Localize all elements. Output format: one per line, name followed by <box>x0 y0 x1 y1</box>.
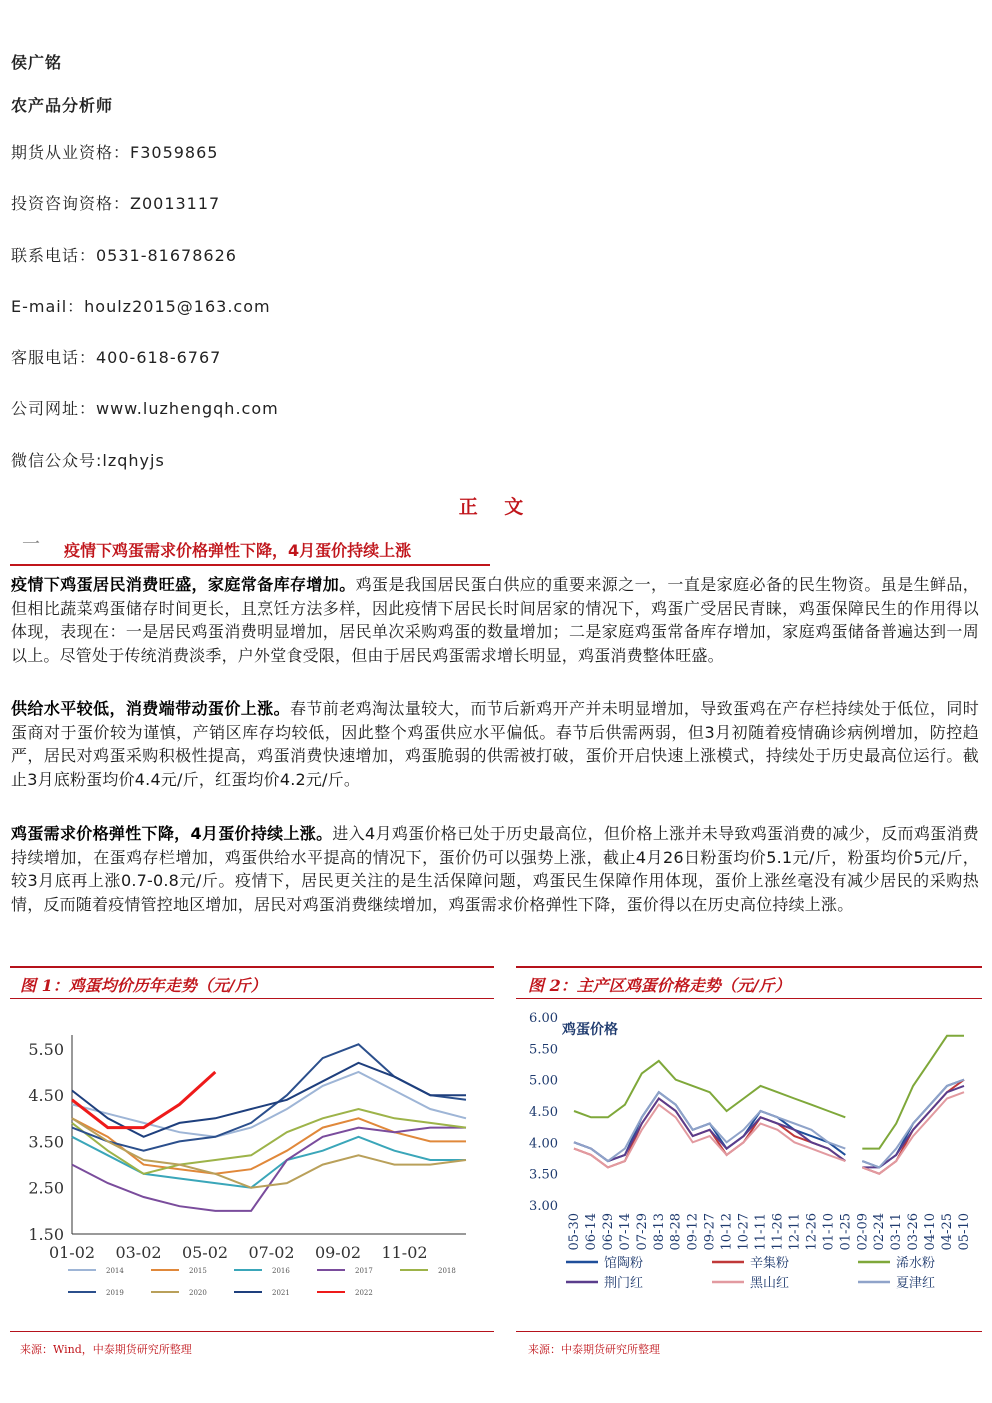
legend-label: 2015 <box>189 1267 207 1275</box>
legend-label: 2018 <box>438 1267 456 1275</box>
x-tick-label: 06-29 <box>600 1213 616 1251</box>
x-tick-label: 11-26 <box>770 1213 786 1251</box>
service-phone: 客服电话：400-618-6767 <box>11 348 222 367</box>
x-tick-label: 12-26 <box>804 1213 820 1251</box>
paragraph-3 <box>11 822 979 916</box>
legend-label: 2019 <box>106 1289 124 1297</box>
series-line <box>574 1099 845 1162</box>
x-tick-label: 11-02 <box>381 1243 428 1262</box>
x-tick-label: 10-12 <box>719 1213 735 1251</box>
legend-label: 2016 <box>272 1267 290 1275</box>
x-tick-label: 03-11 <box>889 1213 905 1251</box>
x-tick-label: 12-11 <box>787 1213 803 1251</box>
x-tick-label: 05-30 <box>567 1213 582 1251</box>
x-tick-label: 07-29 <box>634 1213 650 1251</box>
paragraph-lead: 供给水平较低，消费端带动蛋价上涨。 <box>11 699 290 718</box>
x-tick-label: 01-10 <box>821 1213 837 1251</box>
x-tick-label: 05-10 <box>957 1213 972 1251</box>
legend-label: 2022 <box>355 1289 373 1297</box>
paragraph-lead: 疫情下鸡蛋居民消费旺盛，家庭常备库存增加。 <box>11 575 356 594</box>
x-tick-label: 09-27 <box>702 1213 718 1251</box>
y-tick-label: 1.50 <box>28 1225 64 1244</box>
x-tick-label: 06-14 <box>583 1213 599 1251</box>
x-tick-label: 02-24 <box>872 1213 888 1251</box>
contact-phone: 联系电话：0531-81678626 <box>11 246 237 265</box>
legend-label: 2020 <box>189 1289 207 1297</box>
figure-2-title-rule <box>516 998 982 999</box>
legend-label: 2017 <box>355 1267 373 1275</box>
series-line <box>862 1092 964 1174</box>
y-tick-label: 4.50 <box>28 1086 64 1106</box>
y-tick-label: 4.50 <box>529 1105 558 1120</box>
chart-inner-label: 鸡蛋价格 <box>562 1022 618 1038</box>
figure-1-chart <box>10 1005 494 1305</box>
figure-1-source: 来源：Wind，中泰期货研究所整理 <box>20 1343 192 1356</box>
section-number: 一 <box>22 534 40 555</box>
y-tick-label: 3.50 <box>529 1167 558 1183</box>
x-tick-label: 02-09 <box>855 1213 871 1251</box>
x-tick-label: 10-27 <box>736 1213 752 1251</box>
legend-label: 夏津红 <box>896 1276 936 1291</box>
series-line <box>72 1128 466 1211</box>
y-tick-label: 5.00 <box>529 1073 558 1089</box>
y-tick-label: 3.00 <box>529 1199 558 1214</box>
section-title: 疫情下鸡蛋需求价格弹性下降，4月蛋价持续上涨 <box>64 541 412 560</box>
figure-1-title: 图 1：鸡蛋均价历年走势（元/斤） <box>20 976 267 995</box>
series-line <box>72 1063 466 1137</box>
figure-1-bottom-rule <box>10 1331 494 1332</box>
main-title: 正 文 <box>458 496 534 518</box>
paragraph-2 <box>11 697 979 791</box>
wechat-account: 微信公众号:lzqhyjs <box>11 451 165 470</box>
legend-label: 2021 <box>272 1289 290 1297</box>
y-tick-label: 3.50 <box>28 1132 64 1152</box>
x-tick-label: 09-02 <box>314 1243 362 1262</box>
company-website[interactable]: 公司网址：www.luzhengqh.com <box>11 399 279 418</box>
x-tick-label: 09-12 <box>685 1213 701 1251</box>
paragraph-lead: 鸡蛋需求价格弹性下降，4月蛋价持续上涨。 <box>11 824 333 843</box>
x-tick-label: 04-10 <box>923 1213 939 1251</box>
paragraph-body: 进入4月鸡蛋价格已处于历史最高位，但价格上涨并未导致鸡蛋消费的减少，反而鸡蛋消费持续增加，在蛋鸡存栏增加，鸡蛋供给水平提高的情况下，蛋价仍可以强势上涨，截止4月26日粉蛋均价5.1元/斤，粉蛋均价5元/斤，较3月底再上涨0.7-0.8元/斤。疫情下，居民更关注的是生活保障问题，鸡蛋民生保障作用体现，蛋价上涨丝毫没有减少居民的采购热情，反而随着疫情管控地区增加，居民对鸡蛋消费继续增加，鸡蛋需求价格弹性下降，蛋价得以在历史高位持续上涨。 <box>11 824 979 914</box>
figure-1-title-rule <box>10 998 494 999</box>
contact-email[interactable]: E-mail：houlz2015@163.com <box>11 297 271 316</box>
figure-2-top-rule <box>516 966 982 968</box>
section-header <box>10 534 490 566</box>
y-tick-label: 5.50 <box>529 1042 558 1058</box>
series-line <box>574 1061 845 1117</box>
legend-label: 荆门红 <box>604 1276 644 1291</box>
x-tick-label: 04-25 <box>940 1213 956 1251</box>
analyst-role: 农产品分析师 <box>11 96 114 115</box>
x-tick-label: 11-11 <box>753 1213 769 1251</box>
series-line <box>72 1072 215 1128</box>
legend-label: 2014 <box>106 1267 124 1275</box>
x-tick-label: 01-02 <box>48 1243 96 1262</box>
x-tick-label: 08-28 <box>668 1213 684 1251</box>
legend-label: 馆陶粉 <box>604 1256 644 1271</box>
paragraph-1 <box>11 573 979 667</box>
legend-label: 浠水粉 <box>896 1256 936 1271</box>
paragraph-body: 鸡蛋是我国居民蛋白供应的重要来源之一，一直是家庭必备的民生物资。虽是生鲜品，但相比蔬菜鸡蛋储存时间更长，且烹饪方法多样，因此疫情下居民长时间居家的情况下，鸡蛋广受居民青睐，鸡蛋保障民生的作用得以体现，表现在：一是居民鸡蛋消费明显增加，居民单次采购鸡蛋的数量增加；二是家庭鸡蛋常备库存增加，家庭鸡蛋储备普遍达到一周以上。尽管处于传统消费淡季，户外堂食受限，但由于居民鸡蛋需求增长明显，鸡蛋消费整体旺盛。 <box>11 575 980 665</box>
figure-1-top-rule <box>10 966 494 968</box>
y-tick-label: 4.00 <box>529 1136 558 1152</box>
x-tick-label: 05-02 <box>181 1243 229 1262</box>
y-tick-label: 5.50 <box>28 1039 64 1059</box>
x-tick-label: 07-14 <box>617 1213 633 1251</box>
x-tick-label: 03-26 <box>906 1213 922 1251</box>
legend-label: 黑山红 <box>750 1276 790 1291</box>
series-line <box>862 1080 964 1174</box>
y-tick-label: 6.00 <box>529 1011 558 1026</box>
analyst-name: 侯广铭 <box>11 53 63 72</box>
y-tick-label: 2.50 <box>28 1178 64 1198</box>
futures-license: 期货从业资格：F3059865 <box>11 143 219 162</box>
x-tick-label: 03-02 <box>115 1243 162 1262</box>
figure-2-title: 图 2：主产区鸡蛋价格走势（元/斤） <box>528 976 791 995</box>
figure-2-source: 来源：中泰期货研究所整理 <box>528 1343 660 1356</box>
figure-2-bottom-rule <box>516 1331 982 1332</box>
x-tick-label: 08-13 <box>651 1213 667 1251</box>
legend-label: 辛集粉 <box>750 1256 790 1271</box>
series-line <box>862 1080 964 1168</box>
figure-2-chart <box>516 1005 982 1305</box>
consult-license: 投资咨询资格：Z0013117 <box>11 194 221 213</box>
paragraph-body: 春节前老鸡淘汰量较大，而节后新鸡开产并未明显增加，导致蛋鸡在产存栏持续处于低位，同时蛋商对于蛋价较为谨慎，产销区库存均较低，因此整个鸡蛋供应水平偏低。春节后供需两弱，但3月初随着疫情确诊病例增加，防控趋严，居民对鸡蛋采购积极性提高，鸡蛋消费快速增加，鸡蛋脆弱的供需被打破，蛋价开启快速上涨模式，持续处于历史最高位运行。截止3月底粉蛋均价4.4元/斤，红蛋均价4.2元/斤。 <box>11 699 980 789</box>
x-tick-label: 01-25 <box>838 1213 854 1251</box>
x-tick-label: 07-02 <box>248 1243 295 1262</box>
